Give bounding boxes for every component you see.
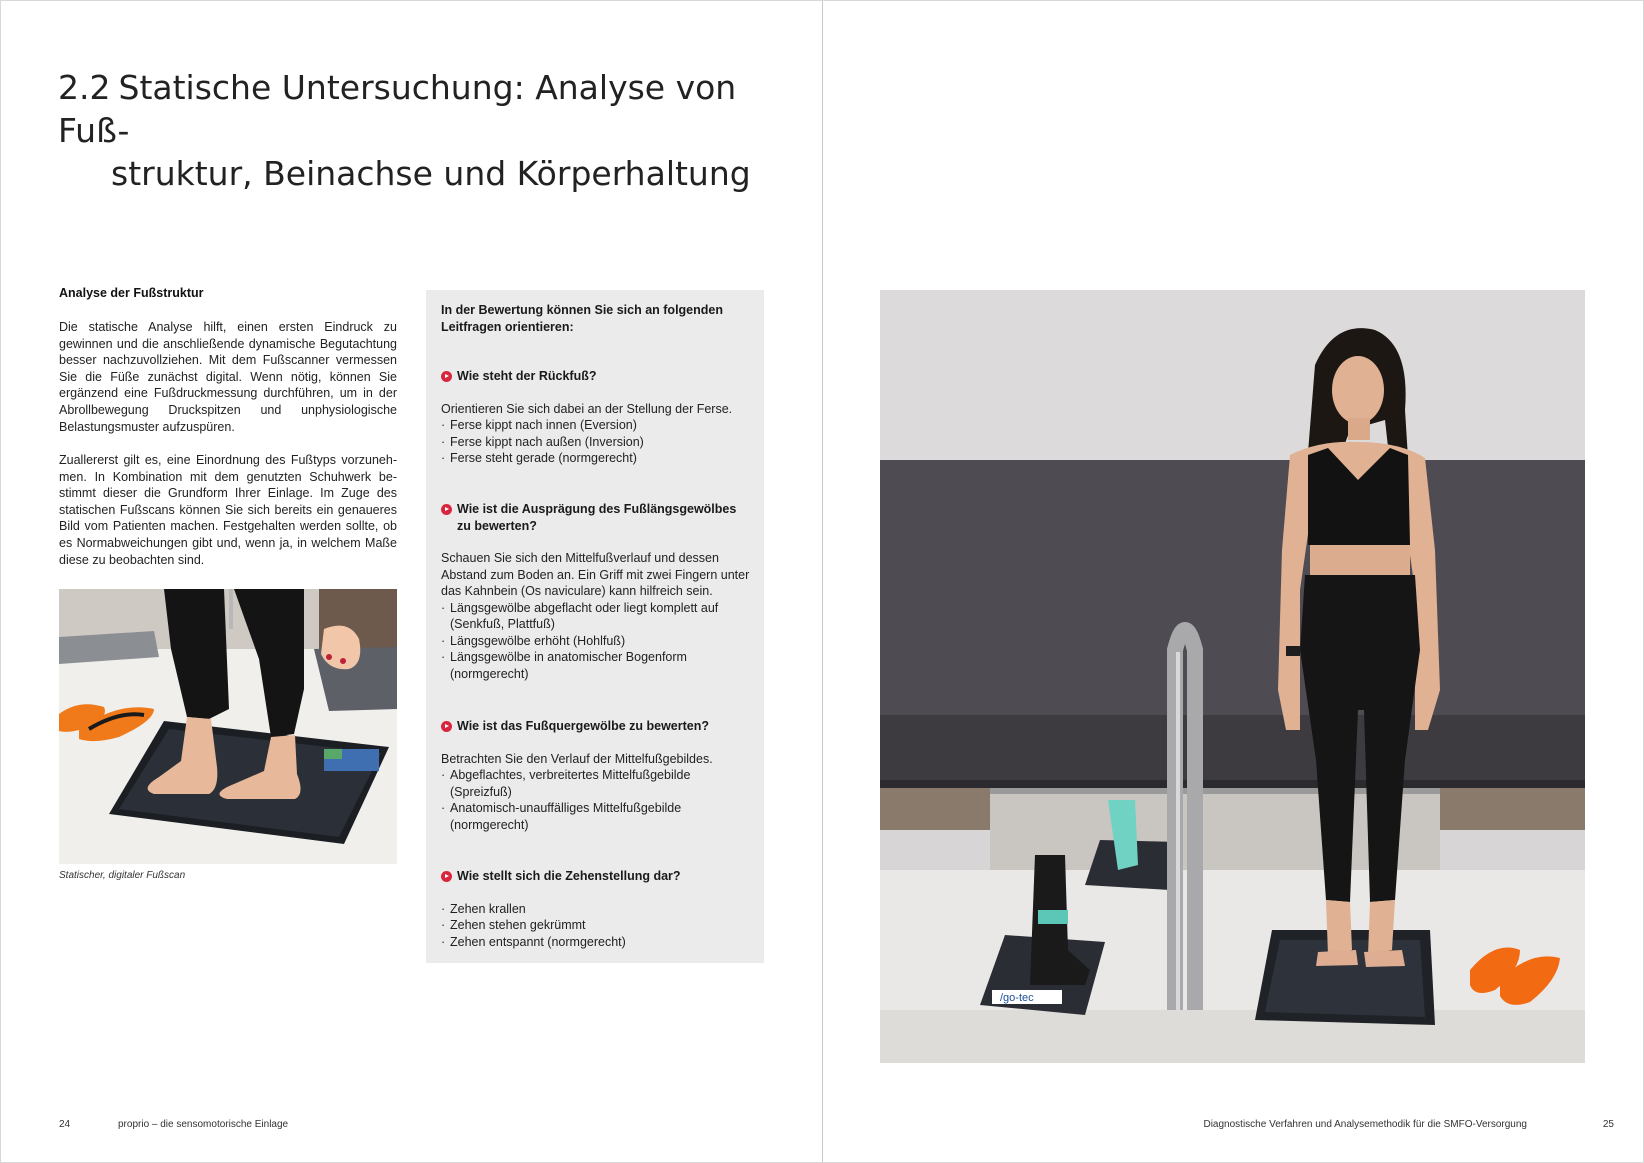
infobox-intro: In der Bewertung können Sie sich an folgenden Leitfragen orientieren: <box>441 303 723 334</box>
list-item: · Anatomisch-unauffälliges Mittelfußgebilde (normgerecht) <box>441 800 751 833</box>
running-title: proprio – die sensomotorische Einlage <box>118 1119 289 1130</box>
guiding-questions-box <box>426 290 764 963</box>
list-item: · Zehen stehen gekrümmt <box>441 917 751 934</box>
running-title: Diagnostische Verfahren und Analysemethodik für die SMFO-Versorgung <box>1203 1119 1527 1130</box>
page-number: 24 <box>59 1119 71 1130</box>
question-block <box>441 368 751 467</box>
chapter-number: 2.2 <box>58 68 111 107</box>
question-block <box>441 718 751 833</box>
chapter-title-line2: struktur, Beinachse und Körperhaltung <box>111 154 751 193</box>
scanner-label: /go-tec <box>1000 992 1034 1004</box>
list-item: · Ferse steht gerade (normgerecht) <box>441 450 751 467</box>
list-item: · Abgeflachtes, verbreitertes Mittelfußgebilde (Spreizfuß) <box>441 767 751 800</box>
red-arrow-bullet-icon <box>441 504 452 515</box>
question-list <box>441 901 751 951</box>
photo-caption: Statischer, digitaler Fußscan <box>59 870 186 881</box>
standing-posture-photo <box>880 290 1585 1063</box>
question-text: Orientieren Sie sich dabei an der Stellung der Ferse. <box>441 401 733 416</box>
question-list <box>441 600 751 683</box>
page-number: 25 <box>1602 1119 1614 1130</box>
foot-scan-photo <box>59 589 397 864</box>
question-text: Schauen Sie sich den Mittelfußverlauf und dessen Abstand zum Boden an. Ein Griff mit zwei Fingern unter das Kahnbein (Os naviculare) kann hilfreich sein. <box>441 551 750 598</box>
question-list <box>441 417 751 467</box>
red-arrow-bullet-icon <box>441 871 452 882</box>
posture-analysis-illustration <box>880 290 1585 1063</box>
list-item: · Längsgewölbe abgeflacht oder liegt komplett auf (Senkfuß, Plattfuß) <box>441 600 751 633</box>
question-heading: Wie ist das Fußquergewölbe zu bewerten? <box>441 718 751 735</box>
list-item: · Ferse kippt nach außen (Inversion) <box>441 434 751 451</box>
question-list <box>441 767 751 833</box>
question-heading: Wie stellt sich die Zehenstellung dar? <box>441 868 751 885</box>
list-item: · Längsgewölbe in anatomischer Bogenform (normgerecht) <box>441 649 751 682</box>
body-paragraph-2: Zuallererst gilt es, eine Einordnung des Fußtyps vorzunehmen. In Kombination mit dem genutzten Schuhwerk bestimmt dieser die Grundform Ihrer Einlage. Im Zuge des statischen Fußscans können Sie sich bereits ein genaueres Bild vom Patienten machen. Festgehalten werden sollte, ob es Normabweichungen gibt und, wenn ja, in welchem Maße diese zu beobachten sind. <box>59 453 397 567</box>
question-heading: Wie ist die Ausprägung des Fußlängsgewölbes zu bewerten? <box>441 501 751 534</box>
section-heading: Analyse der Fußstruktur <box>59 286 204 300</box>
question-heading: Wie steht der Rückfuß? <box>441 368 751 385</box>
right-page <box>823 0 1644 1163</box>
foot-scan-illustration <box>59 589 397 864</box>
list-item: · Zehen krallen <box>441 901 751 918</box>
list-item: · Ferse kippt nach innen (Eversion) <box>441 417 751 434</box>
list-item: · Zehen entspannt (normgerecht) <box>441 934 751 951</box>
body-paragraph-1: Die statische Analyse hilft, einen ersten Eindruck zu gewinnen und die anschließende dynamische Begutachtung besser nachzuvollziehen. Mit dem Fußscanner vermessen Sie die Füße zunächst digital. Wenn nötig, können Sie ergänzend eine Fußdruckmessung durchführen, um in der Abrollbewegung Druckspitzen und unphysiologische Belastungsmuster aufzuspüren. <box>59 320 397 434</box>
question-block <box>441 868 751 950</box>
question-text: Betrachten Sie den Verlauf der Mittelfußgebildes. <box>441 751 713 766</box>
red-arrow-bullet-icon <box>441 721 452 732</box>
question-block <box>441 501 751 682</box>
chapter-title <box>58 66 758 195</box>
list-item: · Längsgewölbe erhöht (Hohlfuß) <box>441 633 751 650</box>
red-arrow-bullet-icon <box>441 371 452 382</box>
chapter-title-line1: Statische Untersuchung: Analyse von Fuß- <box>58 68 737 150</box>
